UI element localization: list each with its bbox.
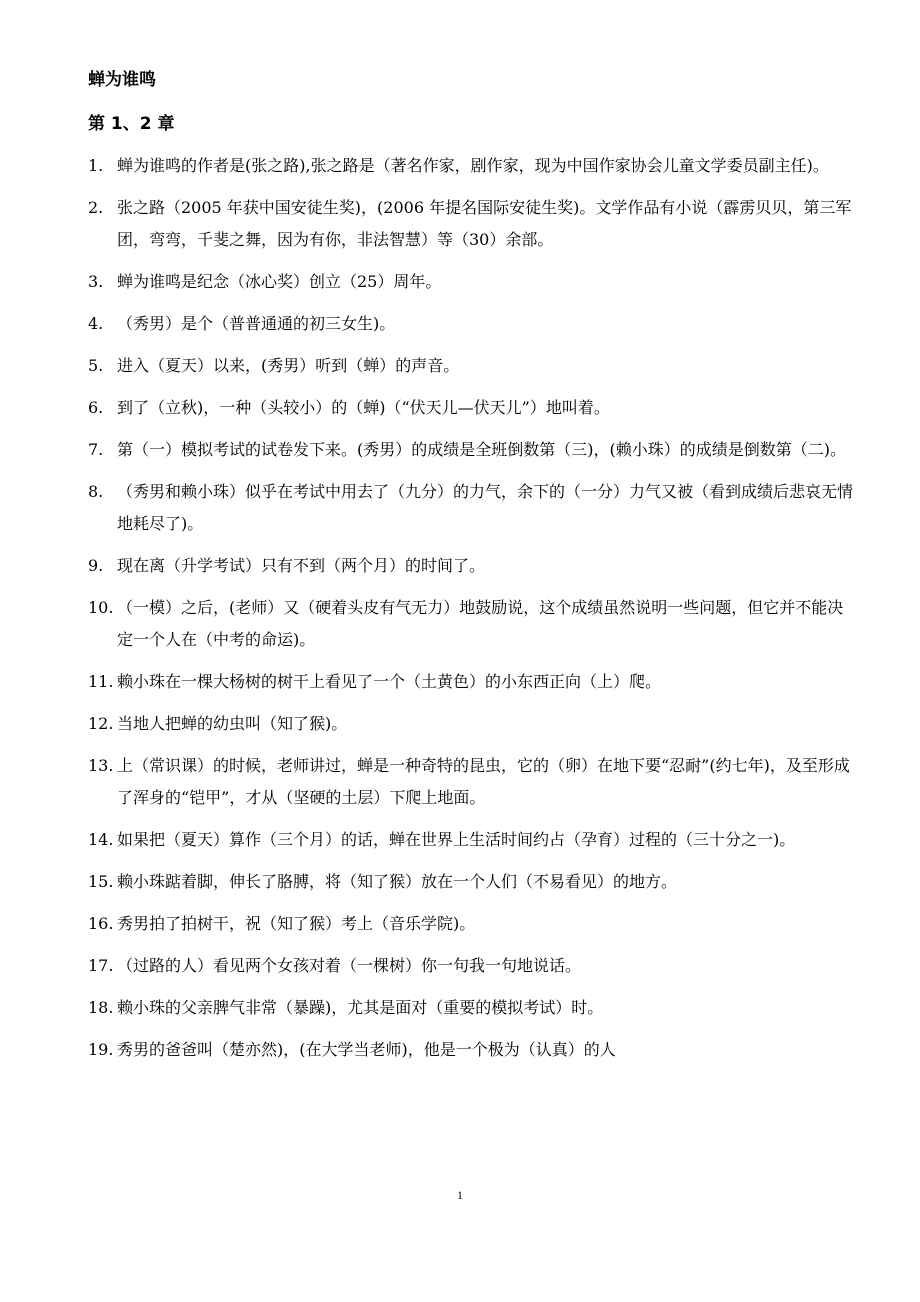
- item-number: 8.: [88, 482, 104, 501]
- item-text: （秀男）是个（普普通通的初三女生)。: [117, 314, 396, 333]
- item-number: 15.: [88, 872, 114, 891]
- list-item: [88, 266, 858, 298]
- item-text: （秀男和赖小珠）似乎在考试中用去了（九分）的力气，余下的（一分）力气又被（看到成绩后悲哀无情地耗尽了)。: [117, 482, 854, 533]
- item-number: 17.: [88, 956, 114, 975]
- item-number: 11.: [88, 672, 114, 691]
- list-item: [88, 824, 858, 856]
- list-item: [88, 708, 858, 740]
- item-number: 7.: [88, 440, 104, 459]
- item-number: 12.: [88, 714, 114, 733]
- question-list: [88, 150, 858, 1076]
- list-item: [88, 1034, 858, 1066]
- item-number: 3.: [88, 272, 104, 291]
- chapter-heading: 第 1、2 章: [88, 114, 175, 134]
- page-number: 1: [457, 1188, 463, 1202]
- item-number: 13.: [88, 756, 114, 775]
- list-item: [88, 550, 858, 582]
- item-text: 进入（夏天）以来，(秀男）听到（蝉）的声音。: [117, 356, 460, 375]
- document-title: 蝉为谁鸣: [88, 70, 156, 90]
- item-text: 上（常识课）的时候，老师讲过，蝉是一种奇特的昆虫，它的（卵）在地下要“忍耐”(约七年)，及至形成了浑身的“铠甲”，才从（坚硬的土层）下爬上地面。: [117, 756, 850, 807]
- list-item: [88, 476, 858, 540]
- item-text: 赖小珠踮着脚，伸长了胳膊，将（知了猴）放在一个人们（不易看见）的地方。: [117, 872, 678, 891]
- item-number: 16.: [88, 914, 114, 933]
- item-text: 到了（立秋)，一种（头较小）的（蝉)（“伏天儿—伏天儿”）地叫着。: [117, 398, 610, 417]
- item-text: （过路的人）看见两个女孩对着（一棵树）你一句我一句地说话。: [117, 956, 582, 975]
- item-text: 第（一）模拟考试的试卷发下来。(秀男）的成绩是全班倒数第（三)，(赖小珠）的成绩是倒数第（二)。: [117, 440, 846, 459]
- list-item: [88, 592, 858, 656]
- item-text: 赖小珠的父亲脾气非常（暴躁)，尤其是面对（重要的模拟考试）时。: [117, 998, 604, 1017]
- list-item: [88, 308, 858, 340]
- item-text: 张之路（2005 年获中国安徒生奖)，(2006 年提名国际安徒生奖)。文学作品有小说（霹雳贝贝，第三军团，弯弯，千斐之舞，因为有你，非法智慧）等（30）余部。: [117, 198, 852, 249]
- item-number: 9.: [88, 556, 104, 575]
- list-item: [88, 192, 858, 256]
- item-text: 如果把（夏天）算作（三个月）的话，蝉在世界上生活时间约占（孕育）过程的（三十分之一)。: [117, 830, 796, 849]
- list-item: [88, 434, 858, 466]
- item-text: 秀男的爸爸叫（楚亦然)，(在大学当老师)，他是一个极为（认真）的人: [117, 1040, 616, 1059]
- item-number: 2.: [88, 198, 104, 217]
- item-number: 14.: [88, 830, 114, 849]
- item-text: 现在离（升学考试）只有不到（两个月）的时间了。: [117, 556, 486, 575]
- item-text: 赖小珠在一棵大杨树的树干上看见了一个（土黄色）的小东西正向（上）爬。: [117, 672, 662, 691]
- item-text: 当地人把蝉的幼虫叫（知了猴)。: [117, 714, 348, 733]
- item-number: 5.: [88, 356, 104, 375]
- list-item: [88, 750, 858, 814]
- list-item: [88, 150, 858, 182]
- item-number: 19.: [88, 1040, 114, 1059]
- item-number: 4.: [88, 314, 104, 333]
- list-item: [88, 866, 858, 898]
- item-number: 10.: [88, 598, 114, 617]
- item-text: 蝉为谁鸣的作者是(张之路),张之路是（著名作家，剧作家，现为中国作家协会儿童文学委员副主任)。: [117, 156, 829, 175]
- list-item: [88, 666, 858, 698]
- item-number: 6.: [88, 398, 104, 417]
- list-item: [88, 950, 858, 982]
- item-text: （一模）之后，(老师）又（硬着头皮有气无力）地鼓励说，这个成绩虽然说明一些问题，但它并不能决定一个人在（中考的命运)。: [117, 598, 844, 649]
- item-text: 秀男拍了拍树干，祝（知了猴）考上（音乐学院)。: [117, 914, 476, 933]
- item-number: 18.: [88, 998, 114, 1017]
- list-item: [88, 392, 858, 424]
- list-item: [88, 992, 858, 1024]
- item-number: 1.: [88, 156, 104, 175]
- list-item: [88, 350, 858, 382]
- list-item: [88, 908, 858, 940]
- item-text: 蝉为谁鸣是纪念（冰心奖）创立（25）周年。: [117, 272, 442, 291]
